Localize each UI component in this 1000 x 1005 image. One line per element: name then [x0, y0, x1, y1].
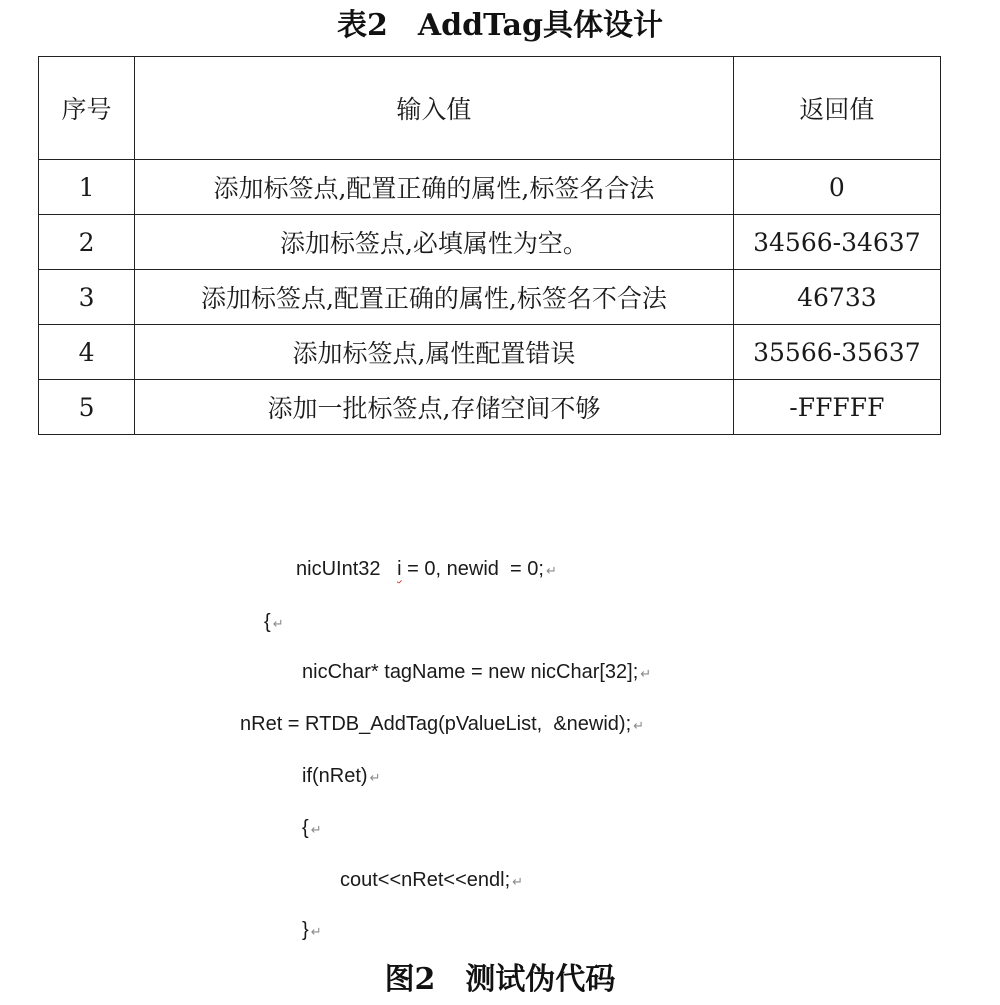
- cell-return-value: 46733: [733, 270, 940, 325]
- paragraph-mark-icon: ↵: [369, 770, 381, 785]
- cell-return-value: -FFFFF: [733, 380, 940, 435]
- table-row: [39, 270, 941, 325]
- table-header-row: [39, 57, 941, 160]
- code-text: }: [302, 919, 309, 941]
- header-input-value: 输入值: [135, 57, 734, 160]
- header-return-value: 返回值: [733, 57, 940, 160]
- code-text: {: [302, 817, 309, 839]
- table-caption: 表2 AddTag具体设计: [337, 8, 663, 43]
- figure-caption: 图2 测试伪代码: [384, 962, 616, 997]
- code-text: = 0, newid = 0;: [401, 558, 544, 580]
- paragraph-mark-icon: ↵: [640, 666, 652, 681]
- paragraph-mark-icon: ↵: [512, 874, 524, 889]
- table-row: [39, 325, 941, 380]
- code-text: {: [264, 611, 271, 633]
- header-serial-number: 序号: [39, 57, 135, 160]
- cell-input-value: 添加标签点,属性配置错误: [135, 325, 734, 380]
- table-row: [39, 380, 941, 435]
- cell-input-value: 添加标签点,必填属性为空。: [135, 215, 734, 270]
- code-text: if(nRet): [302, 765, 368, 787]
- paragraph-mark-icon: ↵: [310, 924, 322, 939]
- code-text: nRet = RTDB_AddTag(pValueList, &newid);: [240, 713, 632, 735]
- code-line: [302, 917, 322, 945]
- code-text: nicChar* tagName = new nicChar[32];: [302, 661, 639, 683]
- code-line: [302, 763, 380, 791]
- cell-serial-number: 3: [39, 270, 135, 325]
- code-line: [302, 815, 322, 843]
- code-line: [240, 711, 644, 739]
- code-line: [340, 867, 523, 895]
- cell-return-value: 35566-35637: [733, 325, 940, 380]
- cell-serial-number: 1: [39, 160, 135, 215]
- table-row: [39, 215, 941, 270]
- code-text: cout<<nRet<<endl;: [340, 869, 511, 891]
- cell-serial-number: 5: [39, 380, 135, 435]
- code-variable: i: [397, 558, 402, 580]
- paragraph-mark-icon: ↵: [545, 563, 557, 578]
- paragraph-mark-icon: ↵: [310, 822, 322, 837]
- paragraph-mark-icon: ↵: [633, 718, 645, 733]
- addtag-design-table: [38, 56, 941, 435]
- cell-input-value: 添加一批标签点,存储空间不够: [135, 380, 734, 435]
- code-text: nicUInt32: [296, 558, 398, 580]
- cell-serial-number: 2: [39, 215, 135, 270]
- code-line: [296, 556, 557, 584]
- table-row: [39, 160, 941, 215]
- cell-input-value: 添加标签点,配置正确的属性,标签名合法: [135, 160, 734, 215]
- cell-serial-number: 4: [39, 325, 135, 380]
- cell-return-value: 34566-34637: [733, 215, 940, 270]
- code-line: [302, 659, 651, 687]
- code-line: [264, 609, 284, 637]
- paragraph-mark-icon: ↵: [272, 616, 284, 631]
- cell-return-value: 0: [733, 160, 940, 215]
- cell-input-value: 添加标签点,配置正确的属性,标签名不合法: [135, 270, 734, 325]
